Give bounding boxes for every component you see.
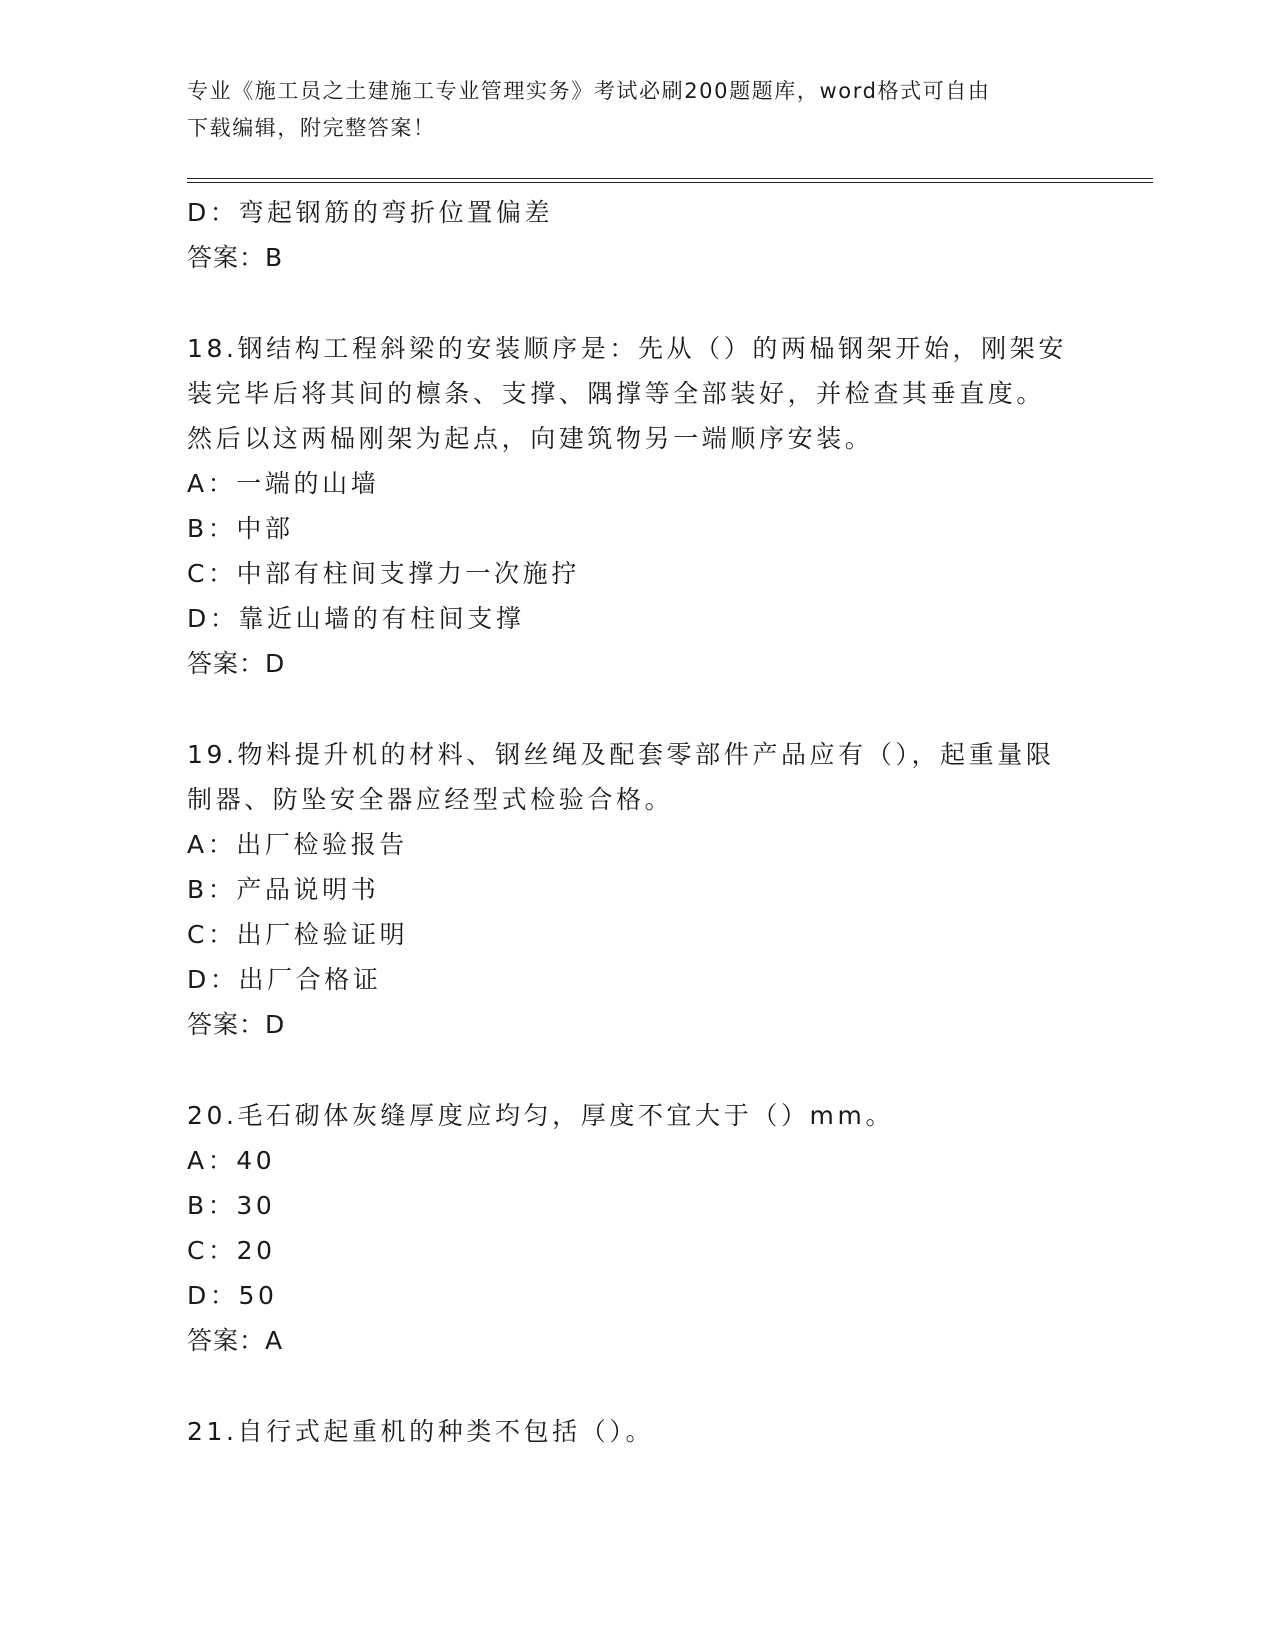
answer-line: 答案：A	[187, 1326, 284, 1355]
question-stem-line: 21.自行式起重机的种类不包括（）。	[187, 1417, 655, 1446]
option-c: C：20	[187, 1236, 276, 1265]
header-line-1: 专业《施工员之土建施工专业管理实务》考试必刷200题题库，word格式可自由	[187, 79, 991, 103]
option-d: D：靠近山墙的有柱间支撑	[187, 604, 525, 633]
option-d: D：50	[187, 1281, 278, 1310]
spacer	[187, 1047, 1087, 1093]
option-c: C：出厂检验证明	[187, 920, 409, 949]
document-body	[187, 190, 1087, 1454]
question-21	[187, 1409, 1087, 1454]
question-stem-line: 19.物料提升机的材料、钢丝绳及配套零部件产品应有（），起重量限	[187, 740, 1055, 769]
question-stem-line: 18.钢结构工程斜梁的安装顺序是：先从（）的两榀钢架开始，刚架安	[187, 334, 1067, 363]
option-a: A：40	[187, 1146, 276, 1175]
answer-line: 答案：D	[187, 1010, 286, 1039]
question-stem-line: 制器、防坠安全器应经型式检验合格。	[187, 785, 674, 814]
spacer	[187, 280, 1087, 326]
header-divider	[187, 178, 1153, 183]
question-20	[187, 1093, 1087, 1363]
question-stem-line: 20.毛石砌体灰缝厚度应均匀，厚度不宜大于（）mm。	[187, 1101, 895, 1130]
option-a: A：一端的山墙	[187, 469, 380, 498]
question-stem-line: 装完毕后将其间的檩条、支撑、隅撑等全部装好，并检查其垂直度。	[187, 379, 1046, 408]
option-d: D：出厂合格证	[187, 965, 382, 994]
option-b: B：30	[187, 1191, 276, 1220]
question-18	[187, 326, 1087, 686]
option-a: A：出厂检验报告	[187, 830, 408, 859]
spacer	[187, 1363, 1087, 1409]
header-line-2: 下载编辑，附完整答案！	[187, 116, 436, 140]
page-header	[187, 73, 1087, 147]
answer-line: 答案：D	[187, 649, 286, 678]
question-19	[187, 732, 1087, 1047]
spacer	[187, 686, 1087, 732]
option-c: C：中部有柱间支撑力一次施拧	[187, 559, 580, 588]
option-b: B：产品说明书	[187, 875, 380, 904]
option-d: D：弯起钢筋的弯折位置偏差	[187, 198, 554, 227]
question-stem-line: 然后以这两榀刚架为起点，向建筑物另一端顺序安装。	[187, 424, 874, 453]
answer-line: 答案：B	[187, 243, 284, 272]
option-b: B：中部	[187, 514, 294, 543]
